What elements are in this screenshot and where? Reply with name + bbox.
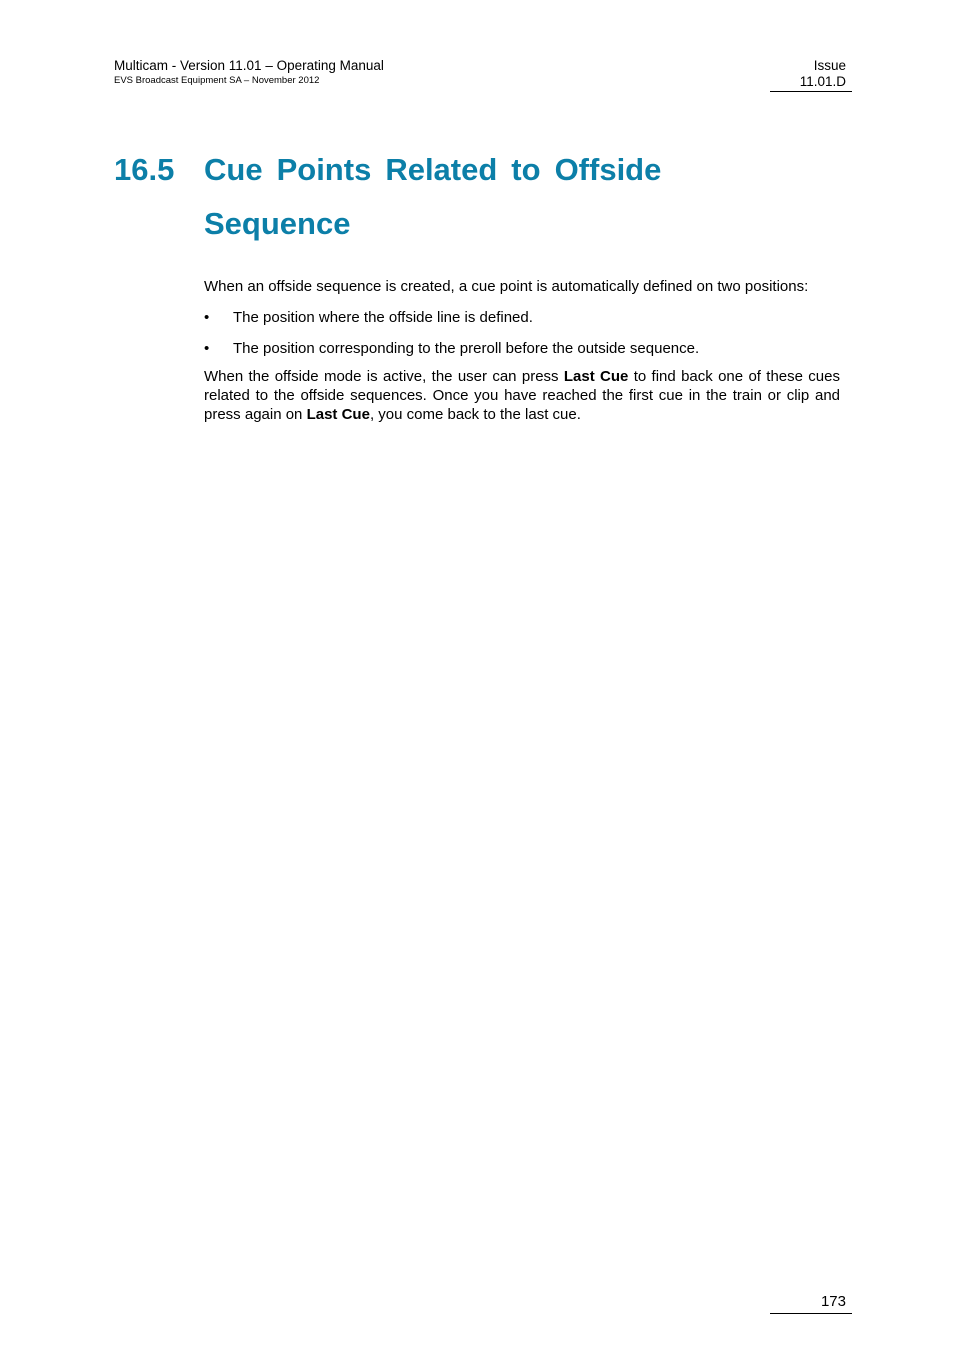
last-cue-key: Last Cue [563,368,629,385]
heading-word: Cue [204,152,263,187]
bullet-list [204,308,840,358]
heading-word: to [511,152,541,187]
issue-block [770,58,852,92]
manual-title: Multicam - Version 11.01 – Operating Manual [114,58,384,73]
heading-line-2: Sequence [204,206,351,241]
document-header [114,58,384,86]
heading-line-1 [114,143,714,197]
bullet-icon: • [204,340,210,357]
issue-value: 11.01.D [770,74,852,92]
section-heading [114,143,714,251]
intro-paragraph: When an offside sequence is created, a cue point is automatically defined on two positions: [204,278,809,295]
section-number: 16.5 [114,152,175,187]
heading-word: Points [276,152,372,187]
issue-label: Issue [813,58,846,73]
section-body [204,277,840,424]
list-item-text: The position corresponding to the preroll before the outside sequence. [233,340,700,357]
list-item [204,339,840,358]
paragraph-text: When the offside mode is active, the user can press [204,368,564,385]
bullet-icon: • [204,309,210,326]
last-cue-paragraph [204,367,840,424]
last-cue-key: Last Cue [306,406,370,423]
list-item-text: The position where the offside line is defined. [233,309,533,326]
paragraph-text: , you come back to the last cue. [369,406,581,423]
heading-word: Related [385,152,498,187]
paragraph-text: to find back one of these cues related to the offside sequences. Once you have reached the first cue in the train or clip and press again on [204,368,840,423]
publisher-line: EVS Broadcast Equipment SA – November 2012 [114,75,320,86]
page-footer [770,1293,852,1314]
page-number: 173 [770,1293,852,1314]
list-item [204,308,840,327]
heading-word: Offside [554,152,662,187]
